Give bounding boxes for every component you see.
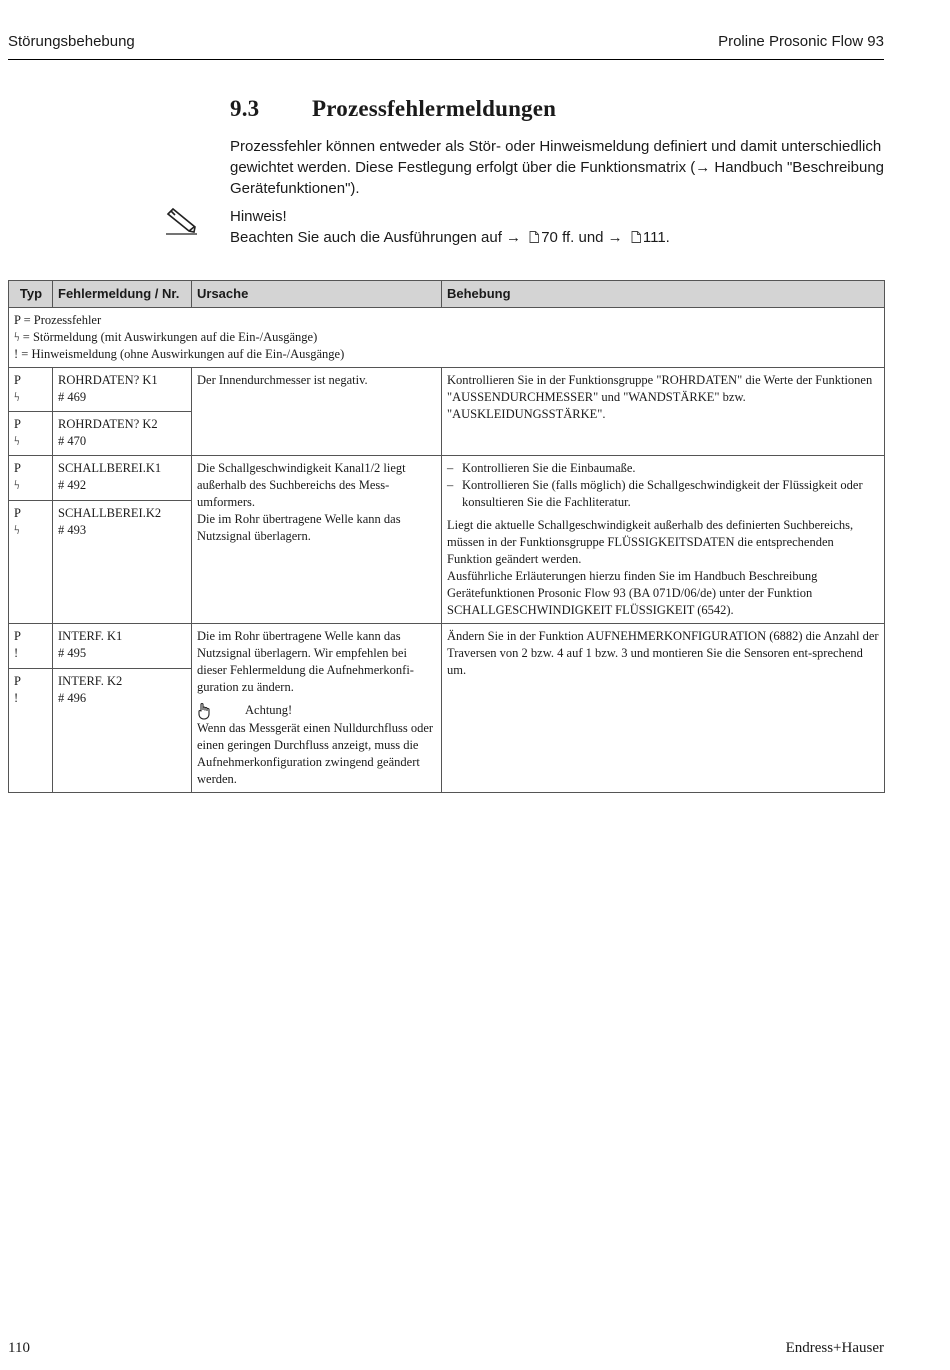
typ-cell	[9, 368, 53, 412]
column-header-fehlermeldung: Fehlermeldung / Nr.	[53, 281, 192, 308]
error-message-cell	[53, 669, 192, 793]
error-number: # 470	[58, 434, 87, 448]
remedy-list	[447, 460, 880, 511]
remedy-cell: Ändern Sie in der Funktion AUFNEHMERKONFIGURATION (6882) die Anzahl der Traversen von 2 bzw. 4 auf 1 bzw. 3 und montieren Sie die Sensoren ent-sprechend um.	[442, 624, 885, 793]
cause-cell	[192, 624, 442, 793]
cause-cell: Der Innendurchmesser ist negativ.	[192, 368, 442, 456]
remedy-cell: Kontrollieren Sie in der Funktionsgruppe "ROHRDATEN" die Werte der Funktionen "AUSSENDURCHMESSER" und "WANDSTÄRKE" bzw. "AUSKLEIDUNGSSTÄRKE".	[442, 368, 885, 456]
error-name: INTERF. K2	[58, 674, 123, 689]
error-number: # 492	[58, 478, 87, 492]
legend-line: P = Prozessfehler	[14, 313, 102, 327]
note-label: Hinweis!	[230, 208, 287, 225]
typ-symbol: ϟ	[14, 478, 20, 492]
typ-code: P	[14, 417, 21, 431]
error-message-cell	[53, 500, 192, 623]
cause-text: Die im Rohr übertragene Welle kann das Nutzsignal überlagern.	[197, 512, 401, 543]
error-name: ROHRDATEN? K2	[58, 417, 158, 431]
error-table	[8, 280, 885, 793]
error-number: # 469	[58, 390, 87, 404]
column-header-behebung: Behebung	[442, 281, 885, 308]
list-item: – Kontrollieren Sie die Einbaumaße.	[447, 460, 880, 477]
cause-cell	[192, 456, 442, 624]
typ-cell	[9, 624, 53, 669]
table-row	[9, 624, 885, 669]
legend-line: ϟ = Störmeldung (mit Auswirkungen auf die Ein-/Ausgänge)	[14, 330, 318, 344]
section-heading: Prozessfehlermeldungen	[312, 96, 557, 121]
caution-label: Achtung!	[245, 703, 293, 717]
error-number: # 496	[58, 691, 87, 706]
cause-text: Die Schallgeschwindigkeit Kanal1/2 liegt außerhalb des Suchbereichs des Mess-umformers.	[197, 461, 406, 509]
cause-text: Die im Rohr übertragene Welle kann das Nutzsignal überlagern. Wir empfehlen bei dieser Fehlermeldung die Aufnehmerkonfi-guration zu ändern.	[197, 629, 414, 694]
section-number: 9.3	[230, 96, 260, 121]
typ-symbol: ϟ	[14, 522, 20, 537]
list-item: – Kontrollieren Sie (falls möglich) die Schallgeschwindigkeit der Flüssigkeit oder konsultieren Sie die Fachliteratur.	[447, 477, 880, 511]
typ-symbol: ϟ	[14, 390, 20, 404]
caution-hand-icon	[197, 702, 211, 720]
legend-row	[9, 308, 885, 368]
error-message-cell	[53, 412, 192, 456]
remedy-cell	[442, 456, 885, 624]
error-number: # 493	[58, 522, 87, 537]
legend-cell	[9, 308, 885, 368]
page-number: 110	[8, 1340, 30, 1356]
typ-cell	[9, 500, 53, 623]
typ-symbol: ϟ	[14, 434, 20, 448]
typ-cell	[9, 669, 53, 793]
error-number: # 495	[58, 646, 87, 660]
header-chapter: Störungsbehebung	[8, 33, 135, 50]
typ-symbol: !	[14, 646, 19, 660]
pencil-note-icon	[164, 206, 200, 236]
typ-code: P	[14, 629, 21, 643]
caution-text: Wenn das Messgerät einen Nulldurchfluss oder einen geringen Durchfluss anzeigt, muss die Aufnehmerkonfiguration zwingend geändert werden.	[197, 721, 434, 786]
footer-brand: Endress+Hauser	[785, 1340, 884, 1356]
typ-cell	[9, 456, 53, 501]
legend-line: ! = Hinweismeldung (ohne Auswirkungen auf die Ein-/Ausgänge)	[14, 347, 345, 361]
typ-code: P	[14, 373, 21, 387]
remedy-text: Liegt die aktuelle Schallgeschwindigkeit außerhalb des definierten Suchbereichs, müssen in der Funktionsgruppe FLÜSSIGKEITSDATEN die entsprechenden Funktion geändert werden.	[447, 518, 854, 566]
remedy-text: Ausführliche Erläuterungen hierzu finden Sie im Handbuch Beschreibung Gerätefunktionen Prosonic Flow 93 (BA 071D/06/de) unter der Funktion SCHALLGESCHWINDIGKEIT FLÜSSIGKEIT (6542).	[447, 569, 818, 617]
note-ref-1[interactable]: 70 ff.	[541, 229, 575, 246]
caution-block	[197, 702, 437, 720]
typ-code: P	[14, 674, 21, 689]
typ-code: P	[14, 505, 21, 520]
page-reference-icon	[631, 231, 641, 243]
running-header	[8, 32, 884, 60]
note-text	[230, 227, 886, 248]
error-name: SCHALLBEREI.K1	[58, 461, 162, 475]
section-title	[230, 96, 556, 122]
note-prefix: Beachten Sie auch die Ausführungen auf →	[230, 229, 522, 246]
typ-symbol: !	[14, 691, 19, 706]
note-joiner: und →	[578, 229, 623, 246]
page-footer	[8, 1340, 884, 1360]
intro-paragraph: Prozessfehler können entweder als Stör- oder Hinweismeldung definiert und damit unterschiedlich gewichtet werden. Diese Festlegung erfolgt über die Funktionsmatrix (→ Handbuch "Beschreibung Gerätefunktionen").	[230, 138, 885, 197]
column-header-typ: Typ	[9, 281, 53, 308]
header-product: Proline Prosonic Flow 93	[718, 33, 884, 50]
typ-cell	[9, 412, 53, 456]
error-name: SCHALLBEREI.K2	[58, 505, 162, 520]
table-row	[9, 368, 885, 412]
error-message-cell	[53, 456, 192, 501]
error-name: INTERF. K1	[58, 629, 123, 643]
column-header-ursache: Ursache	[192, 281, 442, 308]
error-message-cell	[53, 368, 192, 412]
note-ref-2[interactable]: 111.	[642, 229, 670, 246]
error-message-cell	[53, 624, 192, 669]
page-reference-icon	[529, 231, 539, 243]
table-header-row	[9, 281, 885, 308]
typ-code: P	[14, 461, 21, 475]
table-row	[9, 456, 885, 501]
note-block	[230, 206, 886, 248]
error-name: ROHRDATEN? K1	[58, 373, 158, 387]
